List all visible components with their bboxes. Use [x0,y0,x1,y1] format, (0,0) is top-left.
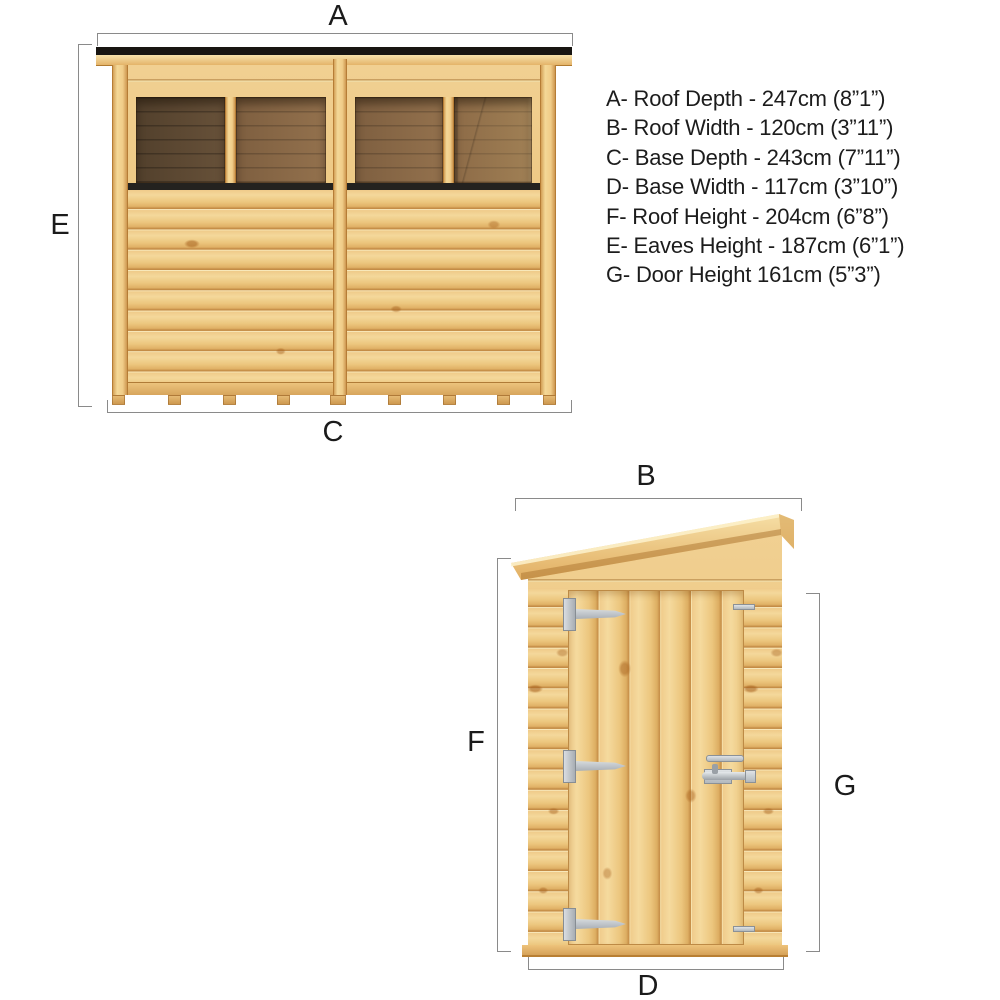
dimension-item-roof-height: F- Roof Height - 204cm (6”8”) [606,203,889,229]
door-hinge-plate-top [563,598,576,631]
front-window-pane-1 [136,97,225,183]
dimension-item-eaves-height: E- Eaves Height - 187cm (6”1”) [606,233,905,259]
dim-line-base-width-d [528,957,784,970]
dim-line-eaves-height-e [78,44,92,407]
front-window-pane-2 [236,97,326,183]
side-roof-end-grain [779,514,794,549]
door-hinge-plate-middle [563,750,576,783]
side-cladding-right [744,588,782,948]
dim-line-base-depth-c [107,400,572,413]
front-window-pane-4 [454,97,532,183]
side-cladding-left [528,588,568,948]
door-top-bolt [733,604,755,610]
side-roof [495,500,815,590]
side-base-plinth [522,945,788,957]
dim-label-base-width-d: D [637,970,659,1000]
dim-label-eaves-height-e: E [50,209,70,241]
dim-label-base-depth-c: C [322,416,344,448]
dim-label-door-height-g: G [833,770,857,802]
front-window-mullion-2 [443,97,454,183]
dimension-item-door-height: G- Door Height 161cm (5”3”) [606,262,881,288]
dim-label-roof-width-b: B [636,460,656,492]
dim-line-door-height-g [806,593,820,952]
dimension-item-roof-width: B- Roof Width - 120cm (3”11”) [606,115,894,141]
door-hinge-plate-bottom [563,908,576,941]
dimension-item-roof-depth: A- Roof Depth - 247cm (8”1”) [606,86,886,111]
dim-line-roof-depth-a [97,33,573,46]
dimension-item-base-width: D- Base Width - 117cm (3”10”) [606,174,899,200]
dimensions-list [606,84,904,290]
front-window-mullion-1 [225,97,236,183]
front-roof-felt [96,47,572,55]
door-bolt-keep [745,770,756,783]
door-bolt-knob [712,764,718,774]
front-corner-post-left [112,65,128,395]
front-center-post [333,59,347,395]
dimension-item-base-depth: C- Base Depth - 243cm (7”11”) [606,144,901,170]
dim-label-roof-depth-a: A [328,0,348,32]
front-corner-post-right [540,65,556,395]
door-bottom-bolt [733,926,755,932]
dim-label-roof-height-f: F [467,726,485,758]
front-window-pane-3 [355,97,443,183]
door-handle [706,755,744,762]
dim-line-roof-height-f [497,558,511,952]
